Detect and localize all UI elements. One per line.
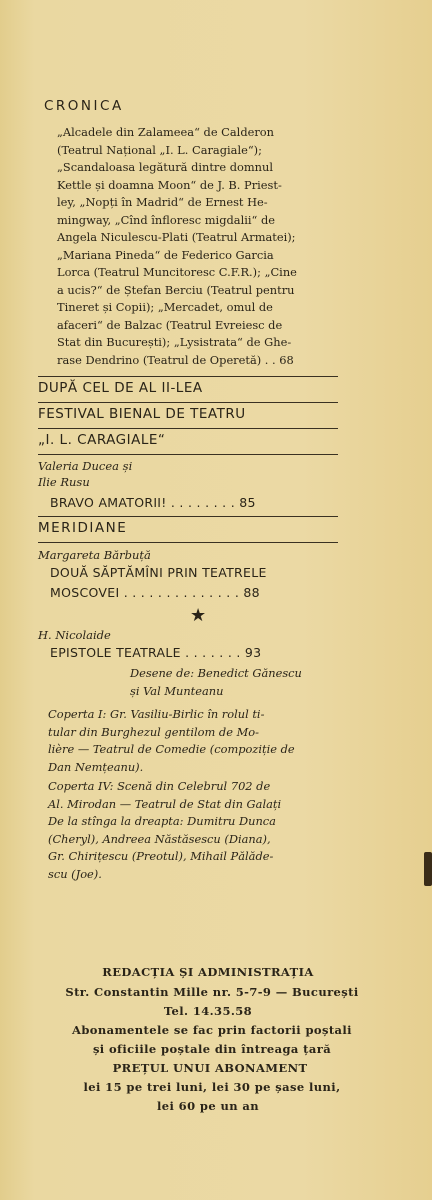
footer-line: lei 60 pe un an [157, 1099, 259, 1113]
article-title: BRAVO AMATORII! . . . . . . . . 85 [50, 495, 256, 510]
star-separator-icon: ★ [190, 605, 207, 626]
cronica-line: ley, „Nopți în Madrid“ de Ernest He- [57, 195, 268, 209]
cronica-line: (Teatrul Național „I. L. Caragiale“); [57, 142, 262, 157]
article-title: DOUĂ SĂPTĂMÎNI PRIN TEATRELE [50, 565, 267, 580]
cover-credit: (Cheryl), Andreea Năstăsescu (Diana), [48, 831, 271, 846]
article-author: Margareta Bărbuță [38, 548, 151, 562]
article-author: Valeria Ducea și [38, 459, 133, 473]
divider [38, 376, 338, 377]
article-author: Ilie Rusu [38, 475, 90, 489]
cover-credit: Coperta I: Gr. Vasiliu-Birlic în rolul ti- [48, 707, 265, 721]
cronica-line: „Scandaloasa legătură dintre domnul [57, 160, 273, 174]
divider [38, 402, 338, 403]
article-title: EPISTOLE TEATRALE . . . . . . . 93 [50, 645, 262, 660]
section-heading-festival-2: FESTIVAL BIENAL DE TEATRU [38, 406, 246, 422]
cronica-line: mingway, „Cînd înfloresc migdalii“ de [57, 212, 275, 227]
cronica-line: Lorca (Teatrul Muncitoresc C.F.R.); „Cine [57, 265, 297, 279]
cronica-line: „Alcadele din Zalameea“ de Calderon [57, 125, 275, 139]
divider [38, 516, 338, 517]
cronica-line: rase Dendrino (Teatrul de Operetă) . . 68 [57, 352, 294, 367]
footer-line: Abonamentele se fac prin factorii poștali [72, 1023, 352, 1037]
footer-line: și oficiile poștale din întreaga țară [92, 1042, 332, 1056]
section-heading-festival: DUPĂ CEL DE AL II-LEA [38, 380, 203, 396]
cover-credit: lière — Teatrul de Comedie (compoziție de [48, 742, 295, 756]
footer-line: Tel. 14.35.58 [163, 1004, 253, 1018]
cronica-line: Tineret și Copii); „Mercadet, omul de [57, 300, 273, 314]
footer-line: PREȚUL UNUI ABONAMENT [112, 1061, 308, 1075]
section-heading-festival-3: „I. L. CARAGIALE“ [38, 432, 166, 448]
divider [38, 428, 338, 429]
cover-credit: scu (Joe). [48, 866, 102, 881]
cover-credit: De la stînga la dreapta: Dumitru Dunca [48, 814, 276, 828]
cover-credit: Gr. Chirițescu (Preotul), Mihail Pălăde- [48, 849, 274, 863]
article-title: MOSCOVEI . . . . . . . . . . . . . . 88 [50, 585, 260, 600]
footer-line: lei 15 pe trei luni, lei 30 pe șase luni, [83, 1080, 341, 1094]
cronica-line: Stat din București); „Lysistrata“ de Ghe- [57, 335, 292, 349]
cover-credit: tular din Burghezul gentilom de Mo- [48, 724, 259, 739]
cronica-line: Angela Niculescu-Plati (Teatrul Armatei); [57, 230, 296, 244]
article-author: H. Nicolaide [38, 628, 111, 642]
cover-credit: Coperta IV: Scenă din Celebrul 702 de [48, 779, 271, 793]
divider [38, 542, 338, 543]
footer-line: Str. Constantin Mille nr. 5-7-9 — București [65, 985, 359, 999]
cronica-line: „Mariana Pineda“ de Federico Garcia [57, 247, 274, 262]
cronica-line: a ucis?“ de Ștefan Berciu (Teatrul pentru [57, 282, 295, 297]
section-heading-cronica: CRONICA [44, 98, 124, 114]
footer-line: REDACȚIA ȘI ADMINISTRAȚIA [102, 965, 314, 979]
page-edge-mark [424, 852, 432, 886]
cronica-line: afaceri“ de Balzac (Teatrul Evreiesc de [57, 317, 283, 332]
section-heading-meridiane: MERIDIANE [38, 520, 128, 536]
drawings-credit: Desene de: Benedict Gănescu [130, 666, 302, 680]
cover-credit: Dan Nemțeanu). [48, 759, 144, 774]
divider [38, 454, 338, 455]
cronica-line: Kettle și doamna Moon“ de J. B. Priest- [57, 177, 282, 192]
drawings-credit: și Val Munteanu [130, 683, 224, 698]
cover-credit: Al. Mirodan — Teatrul de Stat din Galați [48, 796, 282, 811]
